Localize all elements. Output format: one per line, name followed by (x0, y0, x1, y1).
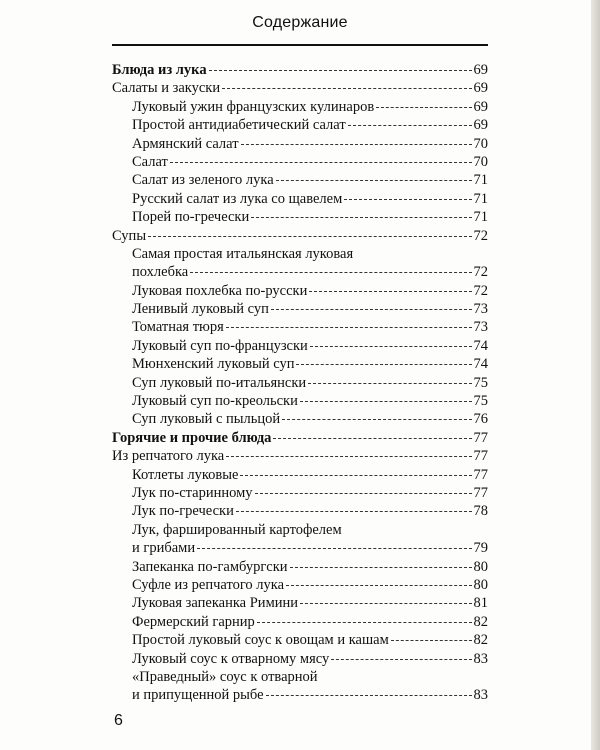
toc-entry-title: Луковая запеканка Римини (132, 595, 299, 612)
toc-entry-title: Порей по-гречески (132, 209, 250, 226)
dot-leader (236, 511, 472, 512)
dot-leader (257, 622, 472, 623)
toc-entry (112, 686, 488, 704)
toc-entry-page: 71 (473, 190, 488, 207)
dot-leader (226, 456, 471, 457)
toc-entry (112, 79, 488, 97)
toc-entry-page: 78 (473, 503, 488, 520)
toc-entry-page: 79 (473, 540, 488, 557)
toc-entry-page: 73 (473, 319, 488, 336)
dot-leader (209, 70, 472, 71)
dot-leader (391, 640, 472, 641)
toc-entry-page: 82 (473, 632, 488, 649)
toc-entry (112, 392, 488, 410)
toc-entry-page: 77 (473, 466, 488, 483)
toc-entry (112, 631, 488, 649)
toc-entry-page: 74 (473, 337, 488, 354)
toc-entry (112, 153, 488, 171)
dot-leader (241, 144, 472, 145)
toc-entry-title: Луковый суп по-французски (132, 337, 308, 354)
toc-entry-title: Супы (112, 227, 147, 244)
toc-entry-title: Армянский салат (132, 135, 239, 152)
toc-entry-title: Запеканка по-гамбургски (132, 558, 288, 575)
table-of-contents (112, 61, 488, 705)
toc-entry-title: Лук по-гречески (132, 503, 234, 520)
toc-entry-page: 80 (473, 558, 488, 575)
toc-entry-title: Лук, фаршированный картофелем (132, 521, 342, 538)
toc-entry-page: 70 (473, 153, 488, 170)
toc-entry-title: Салаты и закуски (112, 80, 221, 97)
dot-leader (308, 383, 471, 384)
toc-entry (112, 484, 488, 502)
toc-entry-title: Русский салат из лука со щавелем (132, 190, 343, 207)
dot-leader (266, 695, 472, 696)
toc-entry (112, 171, 488, 189)
toc-entry (112, 650, 488, 668)
dot-leader (300, 401, 472, 402)
toc-entry-title: Лук по-старинному (132, 484, 253, 501)
toc-entry-title: Луковый соус к отварному мясу (132, 650, 330, 667)
toc-entry (112, 61, 488, 79)
toc-entry (112, 502, 488, 520)
toc-entry-page: 72 (473, 282, 488, 299)
toc-entry (112, 613, 488, 631)
toc-entry (112, 521, 488, 539)
toc-entry-title: «Праведный» соус к отварной (132, 668, 318, 685)
toc-entry-page: 77 (473, 448, 488, 465)
dot-leader (300, 603, 471, 604)
toc-entry-title: Горячие и прочие блюда (112, 429, 272, 446)
toc-entry-page: 70 (473, 135, 488, 152)
dot-leader (286, 585, 471, 586)
running-header: Содержание (252, 14, 348, 31)
toc-entry-page: 83 (473, 650, 488, 667)
toc-entry-title: Суп луковый с пыльцой (132, 411, 281, 428)
dot-leader (148, 236, 471, 237)
toc-entry-page: 81 (473, 595, 488, 612)
toc-entry (112, 668, 488, 686)
toc-entry-title: Фермерский гарнир (132, 613, 255, 630)
dot-leader (251, 217, 471, 218)
toc-entry (112, 374, 488, 392)
toc-entry (112, 447, 488, 465)
toc-entry (112, 318, 488, 336)
toc-entry (112, 245, 488, 263)
toc-entry-page: 76 (473, 411, 488, 428)
toc-entry-title: Салат из зеленого лука (132, 172, 274, 189)
toc-entry (112, 576, 488, 594)
dot-leader (376, 107, 471, 108)
page-number: 6 (114, 712, 123, 729)
dot-leader (290, 567, 472, 568)
dot-leader (309, 291, 471, 292)
toc-entry-page: 69 (473, 98, 488, 115)
toc-entry-page: 71 (473, 209, 488, 226)
dot-leader (296, 364, 471, 365)
toc-entry (112, 282, 488, 300)
header-rule (112, 44, 488, 46)
toc-entry-title: Блюда из лука (112, 62, 207, 78)
toc-entry-page: 74 (473, 356, 488, 373)
toc-entry (112, 208, 488, 226)
toc-entry (112, 410, 488, 428)
toc-entry-title: Мюнхенский луковый суп (132, 356, 295, 373)
toc-entry-title: и грибами (132, 540, 196, 557)
toc-entry-page: 69 (473, 117, 488, 134)
dot-leader (197, 548, 471, 549)
toc-entry (112, 190, 488, 208)
toc-entry-title: Салат (132, 153, 168, 170)
toc-entry-title: Луковая похлебка по-русски (132, 282, 308, 299)
dot-leader (170, 162, 472, 163)
toc-entry-page: 75 (473, 393, 488, 410)
dot-leader (310, 346, 472, 347)
toc-entry-page: 72 (473, 264, 488, 281)
toc-entry-page: 69 (473, 80, 488, 97)
toc-entry (112, 300, 488, 318)
toc-entry (112, 539, 488, 557)
toc-entry (112, 116, 488, 134)
toc-entry-page: 80 (473, 576, 488, 593)
dot-leader (190, 272, 471, 273)
toc-entry-title: похлебка (132, 264, 189, 281)
toc-entry-page: 73 (473, 301, 488, 318)
toc-entry (112, 227, 488, 245)
toc-entry-title: Простой антидиабетический салат (132, 117, 346, 134)
toc-entry-title: Простой луковый соус к овощам и кашам (132, 632, 389, 649)
toc-entry (112, 263, 488, 281)
dot-leader (226, 327, 472, 328)
dot-leader (348, 125, 472, 126)
toc-entry (112, 135, 488, 153)
toc-entry-page: 69 (473, 62, 488, 78)
toc-entry-title: Из репчатого лука (112, 448, 225, 465)
toc-entry (112, 98, 488, 116)
dot-leader (282, 419, 471, 420)
toc-entry (112, 337, 488, 355)
toc-entry-title: Суфле из репчатого лука (132, 576, 285, 593)
toc-entry (112, 429, 488, 447)
toc-entry-title: Луковый ужин французских кулинаров (132, 98, 375, 115)
dot-leader (331, 659, 471, 660)
toc-entry-page: 83 (473, 687, 488, 704)
toc-entry-title: Котлеты луковые (132, 466, 239, 483)
toc-entry-title: и припущенной рыбе (132, 687, 264, 704)
toc-entry-page: 75 (473, 374, 488, 391)
toc-entry-title: Самая простая итальянская луковая (132, 245, 354, 262)
toc-entry (112, 594, 488, 612)
toc-entry (112, 558, 488, 576)
toc-entry (112, 466, 488, 484)
dot-leader (273, 438, 471, 439)
dot-leader (222, 88, 471, 89)
toc-entry-page: 82 (473, 613, 488, 630)
dot-leader (271, 309, 472, 310)
dot-leader (276, 180, 472, 181)
toc-entry-page: 72 (473, 227, 488, 244)
dot-leader (240, 475, 471, 476)
toc-entry-page: 71 (473, 172, 488, 189)
toc-entry-title: Суп луковый по-итальянски (132, 374, 307, 391)
toc-entry-page: 77 (473, 429, 488, 446)
page-edge (591, 0, 600, 750)
toc-entry-title: Томатная тюря (132, 319, 224, 336)
dot-leader (255, 493, 472, 494)
toc-entry-title: Ленивый луковый суп (132, 301, 269, 318)
dot-leader (344, 199, 471, 200)
toc-entry (112, 355, 488, 373)
toc-entry-page: 77 (473, 484, 488, 501)
toc-entry-title: Луковый суп по-креольски (132, 393, 298, 410)
